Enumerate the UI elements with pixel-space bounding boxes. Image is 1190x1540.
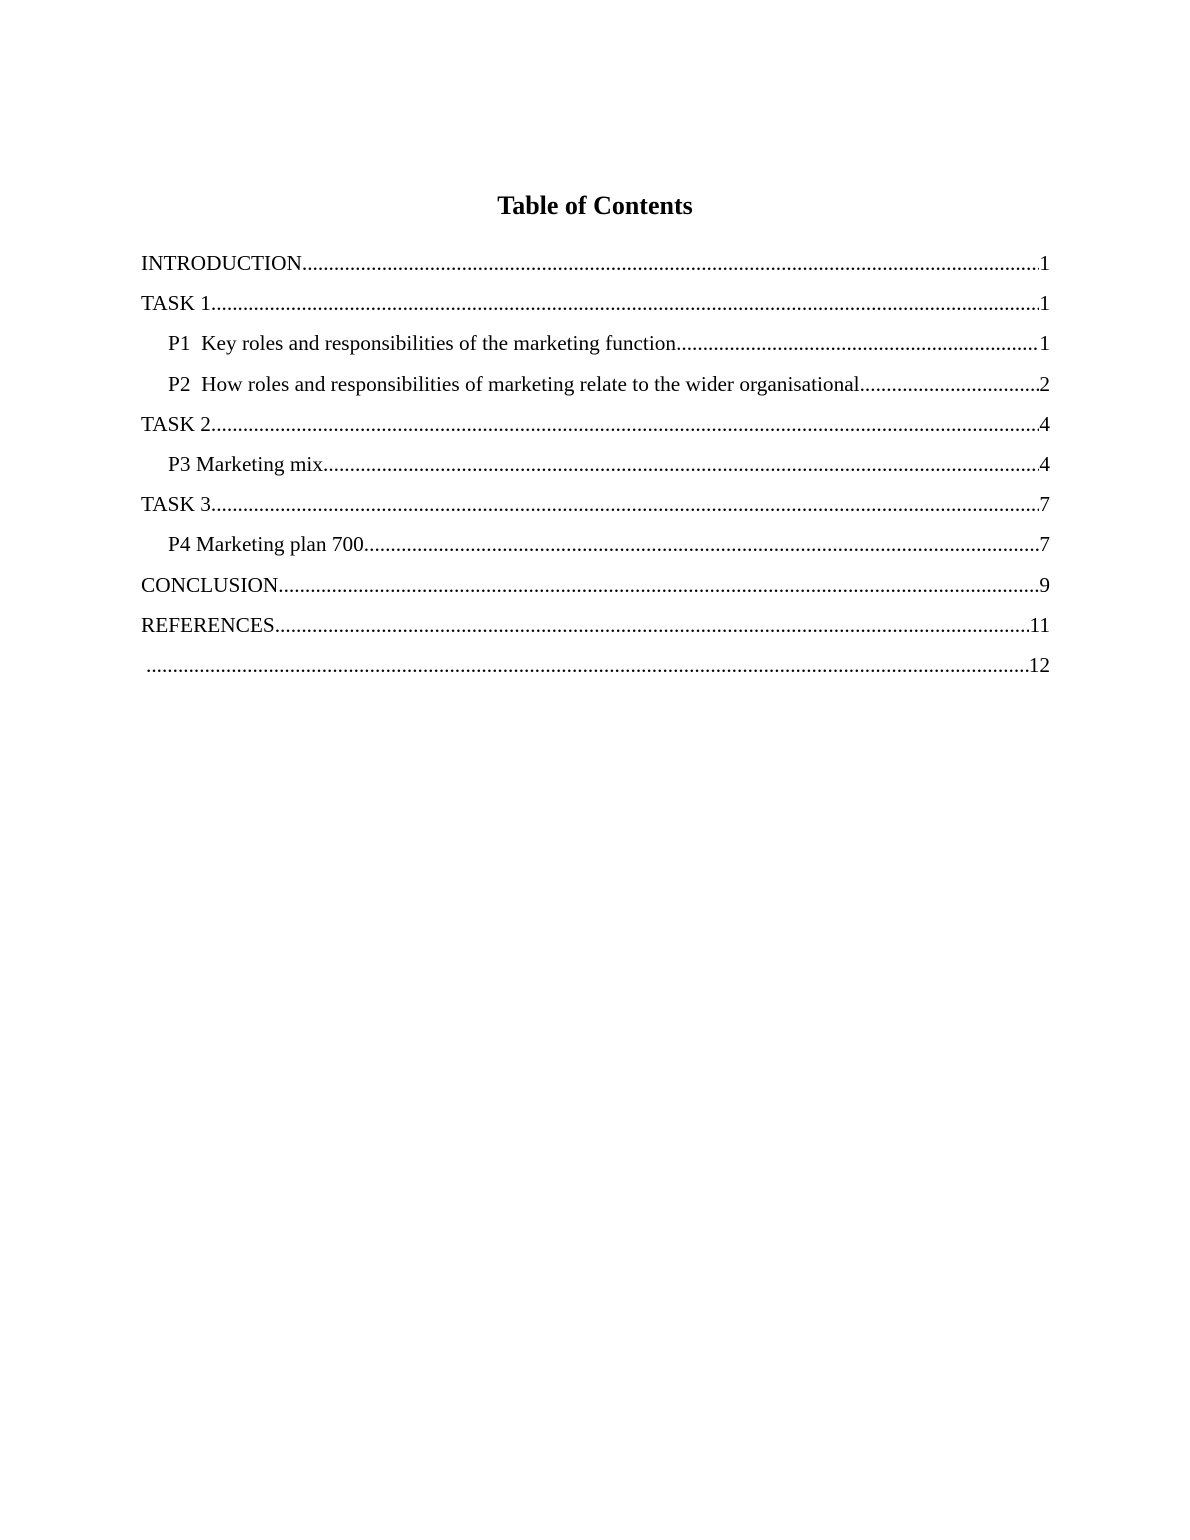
toc-dot-leader: [302, 248, 1039, 278]
toc-entry-task-2[interactable]: [141, 409, 1050, 449]
toc-dot-leader: [278, 570, 1039, 600]
toc-entry-p2[interactable]: [141, 369, 1050, 409]
toc-entry-label: TASK 2: [141, 411, 211, 436]
toc-entry-page: 4: [1039, 411, 1050, 436]
toc-entry-p3[interactable]: [141, 449, 1050, 489]
toc-entry-page: 7: [1039, 492, 1050, 517]
toc-entry-page: 4: [1039, 451, 1050, 476]
toc-dot-leader: [211, 409, 1039, 439]
toc-entry-references[interactable]: [141, 610, 1050, 650]
toc-entry-conclusion[interactable]: [141, 570, 1050, 610]
toc-dot-leader: [323, 449, 1039, 479]
toc-entry-label: P1 Key roles and responsibilities of the marketing function: [168, 331, 677, 356]
toc-entry-task-3[interactable]: [141, 489, 1050, 529]
toc-dot-leader: [146, 650, 1029, 680]
toc-dot-leader: [676, 328, 1039, 358]
toc-entry-page: 1: [1039, 331, 1050, 356]
toc-entry-page: 7: [1039, 532, 1050, 557]
toc-entry-introduction[interactable]: [141, 248, 1050, 288]
toc-entry-page: 9: [1039, 572, 1050, 597]
toc-title: Table of Contents: [497, 191, 693, 220]
toc-entry-untitled[interactable]: [141, 650, 1050, 690]
toc-entry-label: REFERENCES: [141, 612, 275, 637]
toc-entry-label: P4 Marketing plan 700: [168, 532, 364, 557]
toc-dot-leader: [211, 288, 1039, 318]
toc-entry-p4[interactable]: [141, 529, 1050, 569]
toc-dot-leader: [275, 610, 1030, 640]
toc-dot-leader: [364, 529, 1040, 559]
toc-entry-label: TASK 1: [141, 291, 211, 316]
toc-entry-page: 1: [1039, 291, 1050, 316]
toc-entry-p1[interactable]: [141, 328, 1050, 368]
toc-list: [141, 248, 1050, 690]
toc-entry-label: TASK 3: [141, 492, 211, 517]
toc-entry-label: P3 Marketing mix: [168, 451, 323, 476]
toc-entry-page: 12: [1028, 652, 1050, 677]
toc-entry-page: 1: [1039, 251, 1050, 275]
toc-entry-page: 2: [1039, 371, 1050, 396]
toc-entry-task-1[interactable]: [141, 288, 1050, 328]
toc-entry-label: P2 How roles and responsibilities of marketing relate to the wider organisational: [168, 371, 860, 396]
toc-entry-page: 11: [1029, 612, 1050, 637]
toc-dot-leader: [860, 369, 1040, 399]
toc-dot-leader: [211, 489, 1039, 519]
toc-entry-label: CONCLUSION: [141, 572, 279, 597]
toc-entry-label: INTRODUCTION: [141, 251, 302, 275]
